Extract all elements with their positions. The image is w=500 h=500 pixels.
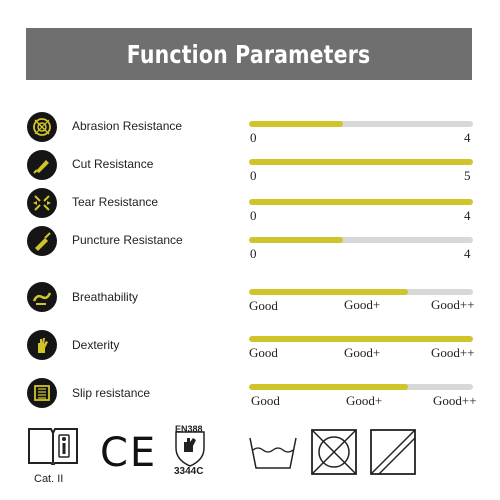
param-row-abrasion [0,112,500,152]
level-bar [249,384,473,390]
do-not-iron-icon [369,428,417,476]
header-banner [26,28,472,80]
scale-min: 0 [250,168,257,183]
scale-max: 4 [464,130,471,145]
abrasion-icon [27,112,57,142]
tear-icon [27,188,57,218]
cut-icon [27,150,57,180]
level-bar [249,289,473,295]
scale-low: Good [249,298,278,313]
param-row-breathability [0,282,500,322]
scale-mid: Good+ [344,297,381,312]
param-row-tear [0,188,500,228]
scale-max: 5 [464,168,471,183]
level-bar-fill [249,121,343,127]
en-standard-label: EN388 [175,424,203,434]
scale-mid: Good+ [344,345,381,360]
param-label: Breathability [72,290,139,304]
scale-low: Good [251,393,280,408]
param-row-dexterity [0,330,500,370]
scale-min: 0 [250,208,257,223]
level-bar-fill [249,199,473,205]
do-not-tumble-dry-icon [310,428,358,476]
level-bar-fill [249,336,473,342]
scale-high: Good++ [431,345,475,360]
page-title: Function Parameters [127,39,371,69]
ce-mark: CE [100,430,158,476]
param-label: Tear Resistance [72,195,159,209]
user-manual-icon [27,425,79,465]
breathability-icon [27,282,57,312]
level-bar-fill [249,237,343,243]
param-label: Cut Resistance [72,157,154,171]
level-bar [249,121,473,127]
param-label: Puncture Resistance [72,233,183,247]
en-code-label: 3344C [174,466,204,477]
scale-max: 4 [464,208,471,223]
scale-low: Good [249,345,278,360]
level-bar-fill [249,384,408,390]
level-bar [249,199,473,205]
scale-high: Good++ [431,297,475,312]
puncture-icon [27,226,57,256]
param-row-cut [0,150,500,190]
scale-mid: Good+ [346,393,383,408]
wash-basin-icon [247,428,299,472]
scale-min: 0 [250,130,257,145]
param-row-slip [0,378,500,418]
level-bar [249,336,473,342]
scale-high: Good++ [433,393,477,408]
level-bar [249,159,473,165]
level-bar-fill [249,289,408,295]
category-label: Cat. II [34,473,64,485]
level-bar [249,237,473,243]
slip-icon [27,378,57,408]
param-label: Abrasion Resistance [72,119,183,133]
level-bar-fill [249,159,473,165]
param-label: Dexterity [72,338,120,352]
scale-min: 0 [250,246,257,261]
param-row-puncture [0,226,500,266]
dexterity-icon [27,330,57,360]
certification-strip [0,420,500,500]
scale-max: 4 [464,246,471,261]
param-label: Slip resistance [72,386,151,400]
